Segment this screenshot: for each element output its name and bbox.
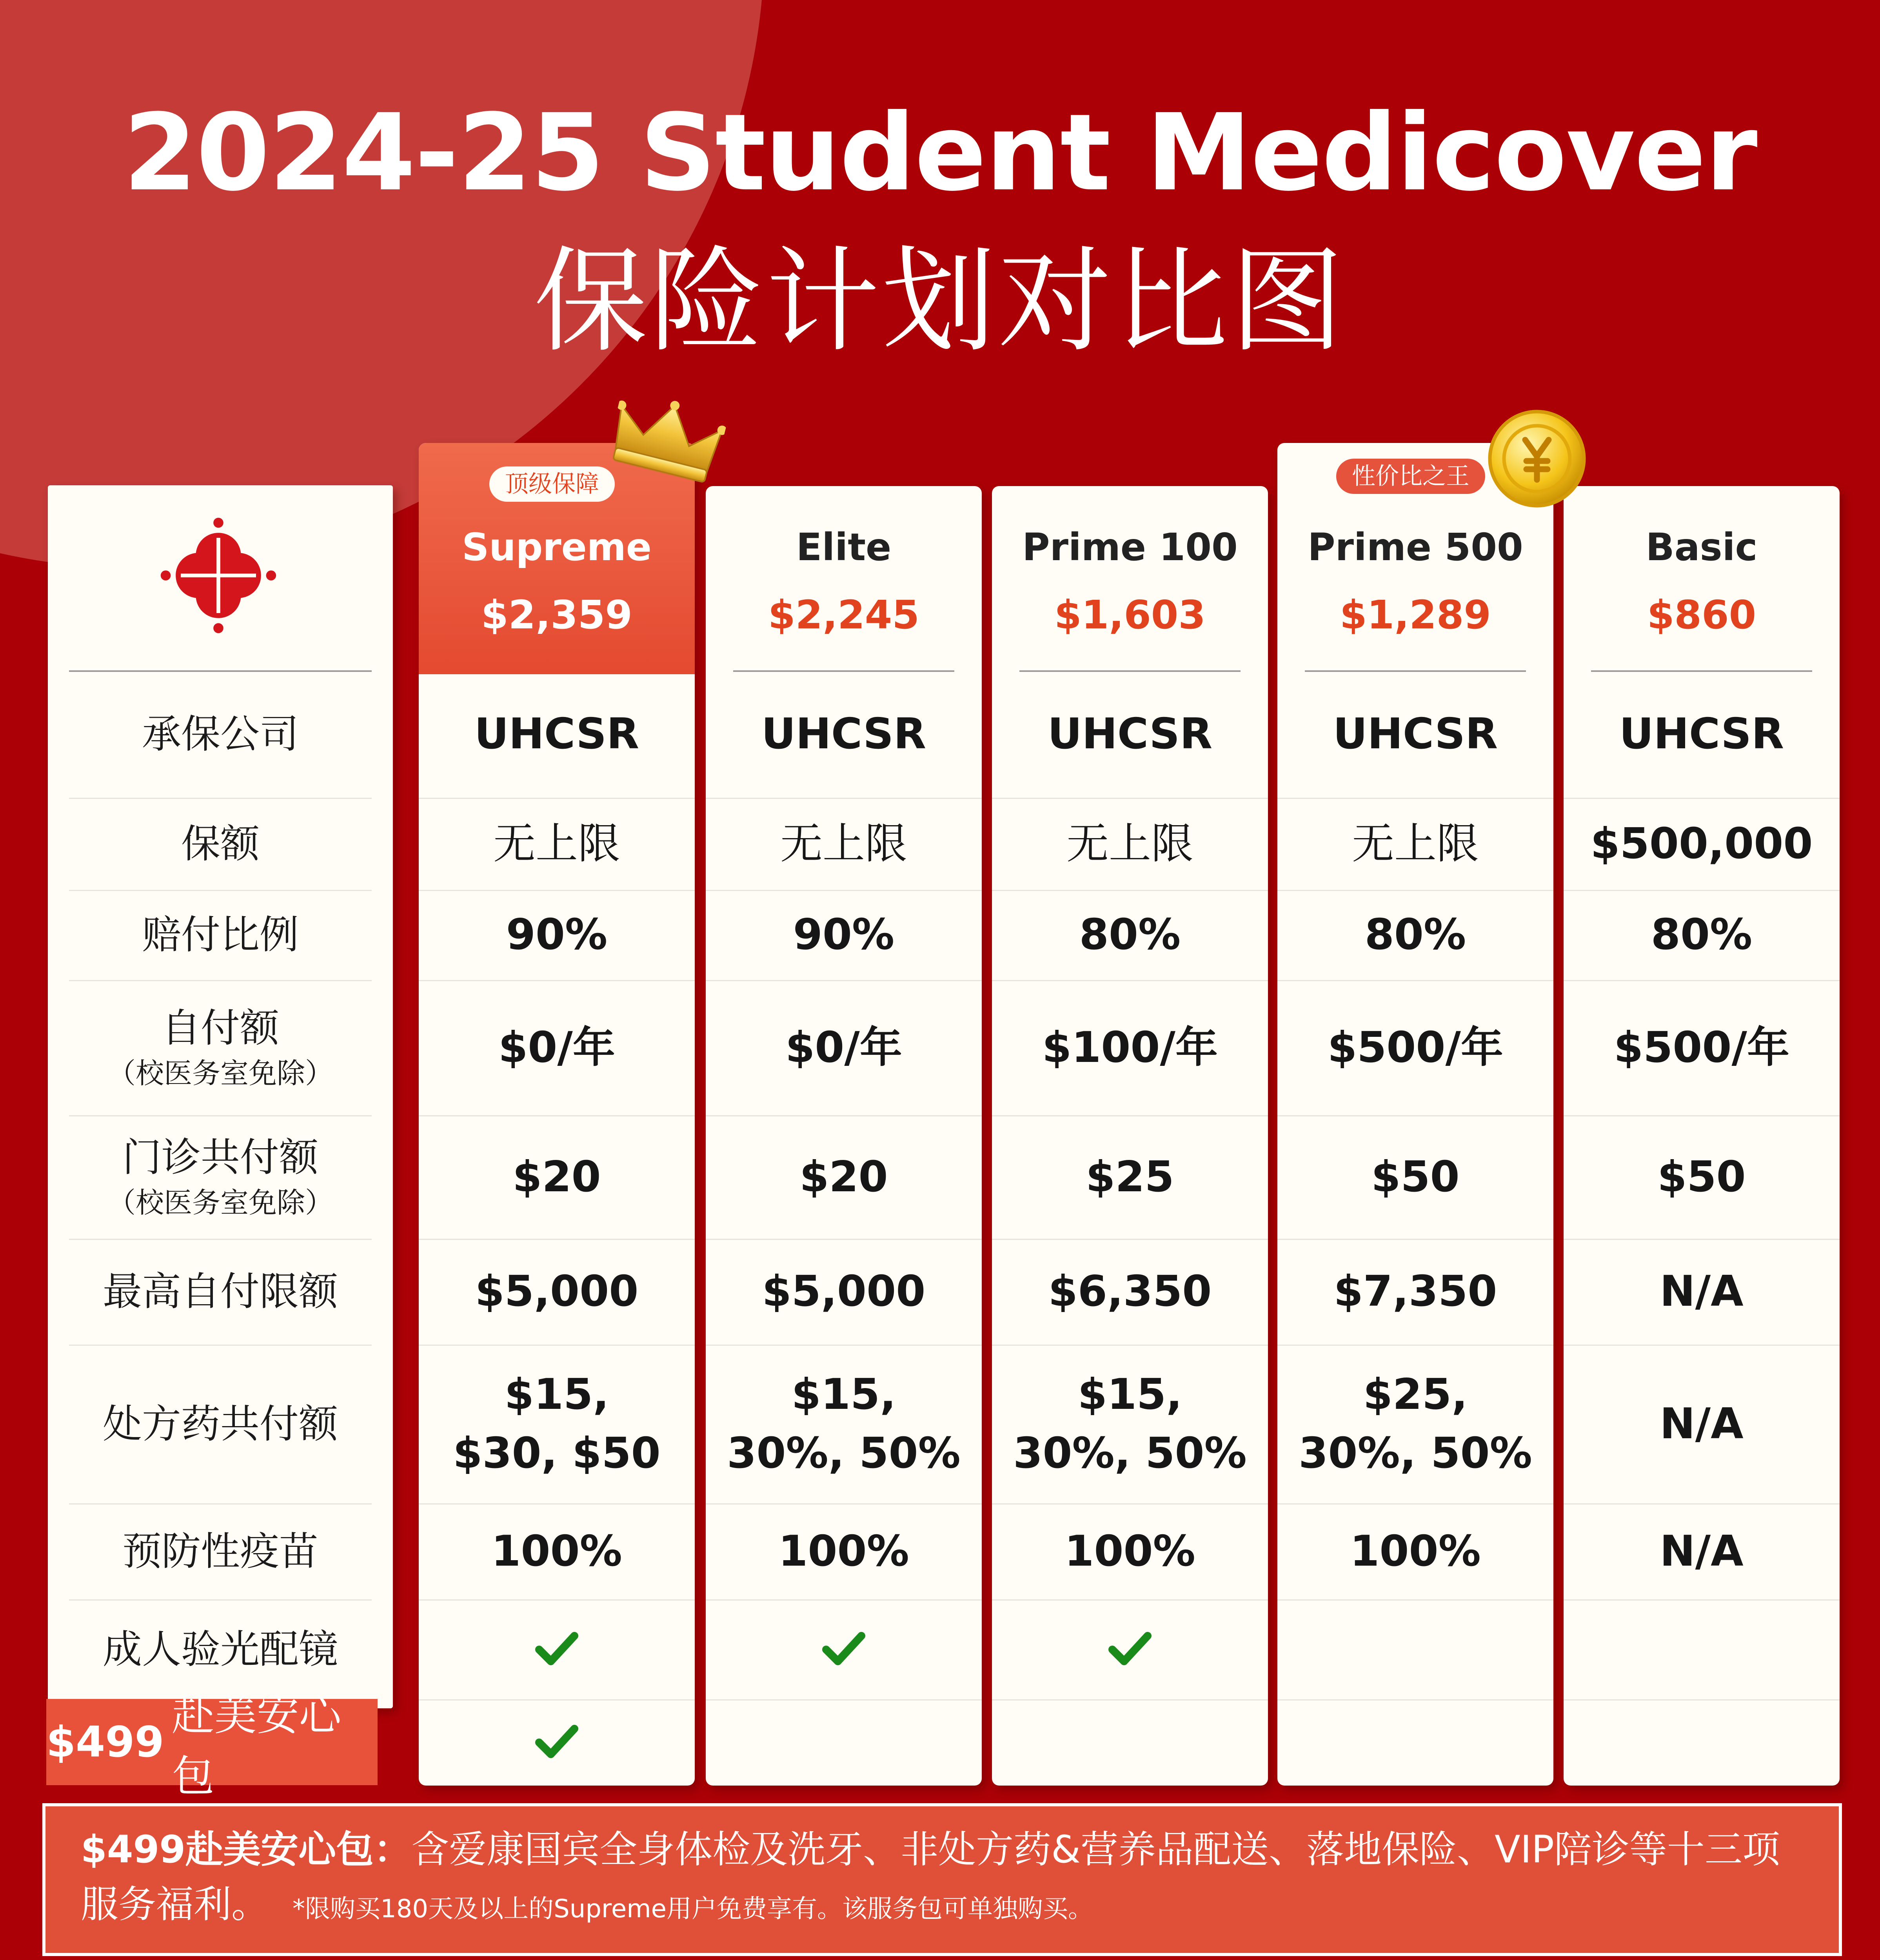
row-divider	[1277, 1699, 1553, 1700]
row-label-sub: （校医务室免除）	[107, 1186, 333, 1219]
footer-body: 含爱康国宾全身体检及洗牙、非处方药&营养品配送、落地保险、VIP陪诊等十三项服务福利。	[81, 1828, 1780, 1926]
row-label-main: 处方药共付额	[103, 1401, 338, 1447]
plan-column-basic	[1564, 486, 1840, 1786]
row-divider	[992, 1699, 1268, 1700]
row-label	[48, 890, 393, 980]
row-divider	[992, 1115, 1268, 1116]
row-divider	[419, 1699, 695, 1700]
cell-rx_copay: $15, 30%, 50%	[1013, 1370, 1247, 1478]
cell-oop_max: $5,000	[475, 1267, 639, 1316]
row-divider	[419, 1239, 695, 1240]
cell-insurer: UHCSR	[474, 709, 639, 759]
cell-coinsurance: 80%	[1364, 910, 1466, 959]
row-divider	[419, 980, 695, 981]
row-divider	[419, 1115, 695, 1116]
row-divider	[1277, 1503, 1553, 1504]
cell-insurer: UHCSR	[1333, 709, 1498, 759]
check-icon	[1106, 1630, 1153, 1669]
row-divider	[1277, 1599, 1553, 1601]
row-divider	[419, 890, 695, 891]
row-label-main: 成人验光配镜	[103, 1626, 338, 1672]
footer-addon-description	[42, 1803, 1842, 1956]
cell-coverage: 无上限	[1066, 819, 1193, 868]
row-divider	[1564, 980, 1840, 981]
plan-name: Prime 100	[1022, 525, 1238, 569]
check-icon	[533, 1723, 580, 1762]
row-label	[48, 1503, 393, 1599]
row-label	[48, 1239, 393, 1345]
row-divider	[706, 1599, 982, 1601]
row-label	[48, 980, 393, 1115]
cell-coverage: 无上限	[780, 819, 907, 868]
cell-oop_max: $5,000	[762, 1267, 926, 1316]
cell-coinsurance: 80%	[1651, 910, 1753, 959]
row-divider	[706, 890, 982, 891]
row-divider	[1564, 890, 1840, 891]
row-label-main: 预防性疫苗	[122, 1528, 318, 1574]
row-divider	[992, 980, 1268, 981]
cell-rx_copay: N/A	[1660, 1399, 1744, 1448]
addon-row-label	[46, 1691, 378, 1801]
row-divider	[1277, 980, 1553, 981]
check-icon	[533, 1630, 580, 1669]
cell-copay: $50	[1371, 1152, 1460, 1201]
cell-copay: $20	[512, 1152, 601, 1201]
row-divider	[992, 1503, 1268, 1504]
cell-insurer: UHCSR	[1619, 709, 1784, 759]
row-divider	[1277, 1115, 1553, 1116]
row-label-main: 赔付比例	[142, 912, 299, 958]
cell-deductible: $500/年	[1327, 1023, 1504, 1072]
page-title: 2024-25 Student Medicover	[123, 91, 1757, 214]
row-divider	[706, 1239, 982, 1240]
row-divider	[1564, 1699, 1840, 1700]
plan-price: $860	[1647, 592, 1756, 638]
row-divider	[1564, 1115, 1840, 1116]
plan-badge: 顶级保障	[489, 466, 615, 502]
row-label	[48, 670, 393, 798]
cell-coinsurance: 80%	[1079, 910, 1181, 959]
cell-coinsurance: 90%	[506, 910, 608, 959]
row-divider	[1564, 798, 1840, 799]
plan-name: Elite	[796, 525, 892, 569]
row-label-main: 自付额	[162, 1005, 279, 1051]
cell-rx_copay: $15, 30%, 50%	[727, 1370, 961, 1478]
row-label-main: 最高自付限额	[103, 1269, 338, 1314]
row-divider	[706, 1699, 982, 1700]
page-subtitle: 保险计划对比图	[534, 236, 1346, 368]
plan-column-supreme	[419, 443, 695, 1786]
cell-vaccine: 100%	[1350, 1526, 1481, 1576]
row-divider	[1564, 1599, 1840, 1601]
row-divider	[1277, 1345, 1553, 1346]
row-label	[48, 798, 393, 890]
cell-deductible: $0/年	[498, 1023, 615, 1072]
row-label-sub: （校医务室免除）	[107, 1056, 333, 1090]
cell-rx_copay: $25, 30%, 50%	[1299, 1370, 1532, 1478]
cell-insurer: UHCSR	[1047, 709, 1213, 759]
medicover-logo-icon	[156, 513, 281, 638]
cell-coverage: $500,000	[1590, 819, 1813, 868]
row-label-main: 承保公司	[142, 711, 299, 757]
cell-coverage: 无上限	[1351, 819, 1479, 868]
plan-column-elite	[706, 486, 982, 1786]
row-divider	[706, 1115, 982, 1116]
cell-rx_copay: $15, $30, $50	[453, 1370, 661, 1478]
cell-vaccine: 100%	[1064, 1526, 1195, 1576]
plan-price: $1,603	[1054, 592, 1206, 638]
cell-vaccine: 100%	[491, 1526, 622, 1576]
cell-insurer: UHCSR	[761, 709, 926, 759]
plan-price: $2,359	[481, 592, 632, 638]
row-divider	[419, 1599, 695, 1601]
row-divider	[706, 1345, 982, 1346]
row-divider	[1277, 890, 1553, 891]
cell-oop_max: $7,350	[1333, 1267, 1497, 1316]
row-divider	[1564, 1503, 1840, 1504]
plan-column-prime-500	[1277, 443, 1553, 1786]
plan-badge: 性价比之王	[1336, 459, 1485, 494]
label-column	[48, 485, 393, 1708]
cell-deductible: $500/年	[1613, 1023, 1790, 1072]
row-divider	[992, 798, 1268, 799]
row-divider	[1277, 1239, 1553, 1240]
footer-lead: $499赴美安心包：	[81, 1828, 412, 1871]
row-divider	[992, 1599, 1268, 1601]
cell-oop_max: $6,350	[1048, 1267, 1212, 1316]
plan-name: Supreme	[462, 525, 652, 569]
cell-coverage: 无上限	[493, 819, 620, 868]
plan-column-prime-100	[992, 486, 1268, 1786]
row-divider	[992, 1239, 1268, 1240]
row-divider	[1564, 1239, 1840, 1240]
cell-oop_max: N/A	[1660, 1267, 1744, 1316]
cell-coinsurance: 90%	[793, 910, 895, 959]
cell-vaccine: N/A	[1660, 1526, 1744, 1576]
cell-copay: $20	[799, 1152, 888, 1201]
row-divider	[1564, 1345, 1840, 1346]
row-divider	[419, 798, 695, 799]
plan-name: Basic	[1646, 525, 1758, 569]
row-divider	[706, 798, 982, 799]
plan-name: Prime 500	[1308, 525, 1523, 569]
addon-price: $499	[46, 1717, 164, 1767]
row-divider	[706, 1503, 982, 1504]
row-divider	[1277, 798, 1553, 799]
row-divider	[706, 980, 982, 981]
cell-deductible: $0/年	[785, 1023, 902, 1072]
cell-vaccine: 100%	[778, 1526, 909, 1576]
cell-copay: $25	[1086, 1152, 1174, 1201]
cell-copay: $50	[1657, 1152, 1746, 1201]
row-divider	[992, 1345, 1268, 1346]
row-label	[48, 1345, 393, 1503]
row-divider	[419, 1345, 695, 1346]
plan-price: $1,289	[1340, 592, 1491, 638]
gold-yuan-coin-icon	[1478, 400, 1596, 517]
row-label-main: 门诊共付额	[122, 1134, 318, 1180]
row-divider	[992, 890, 1268, 891]
addon-text: 赴美安心包	[172, 1691, 341, 1801]
check-icon	[820, 1630, 867, 1669]
plan-price: $2,245	[768, 592, 919, 638]
row-label-main: 保额	[181, 820, 260, 867]
footer-note: *限购买180天及以上的Supreme用户免费享有。该服务包可单独购买。	[292, 1895, 1093, 1924]
row-divider	[419, 1503, 695, 1504]
row-label	[48, 1115, 393, 1239]
cell-deductible: $100/年	[1042, 1023, 1218, 1072]
